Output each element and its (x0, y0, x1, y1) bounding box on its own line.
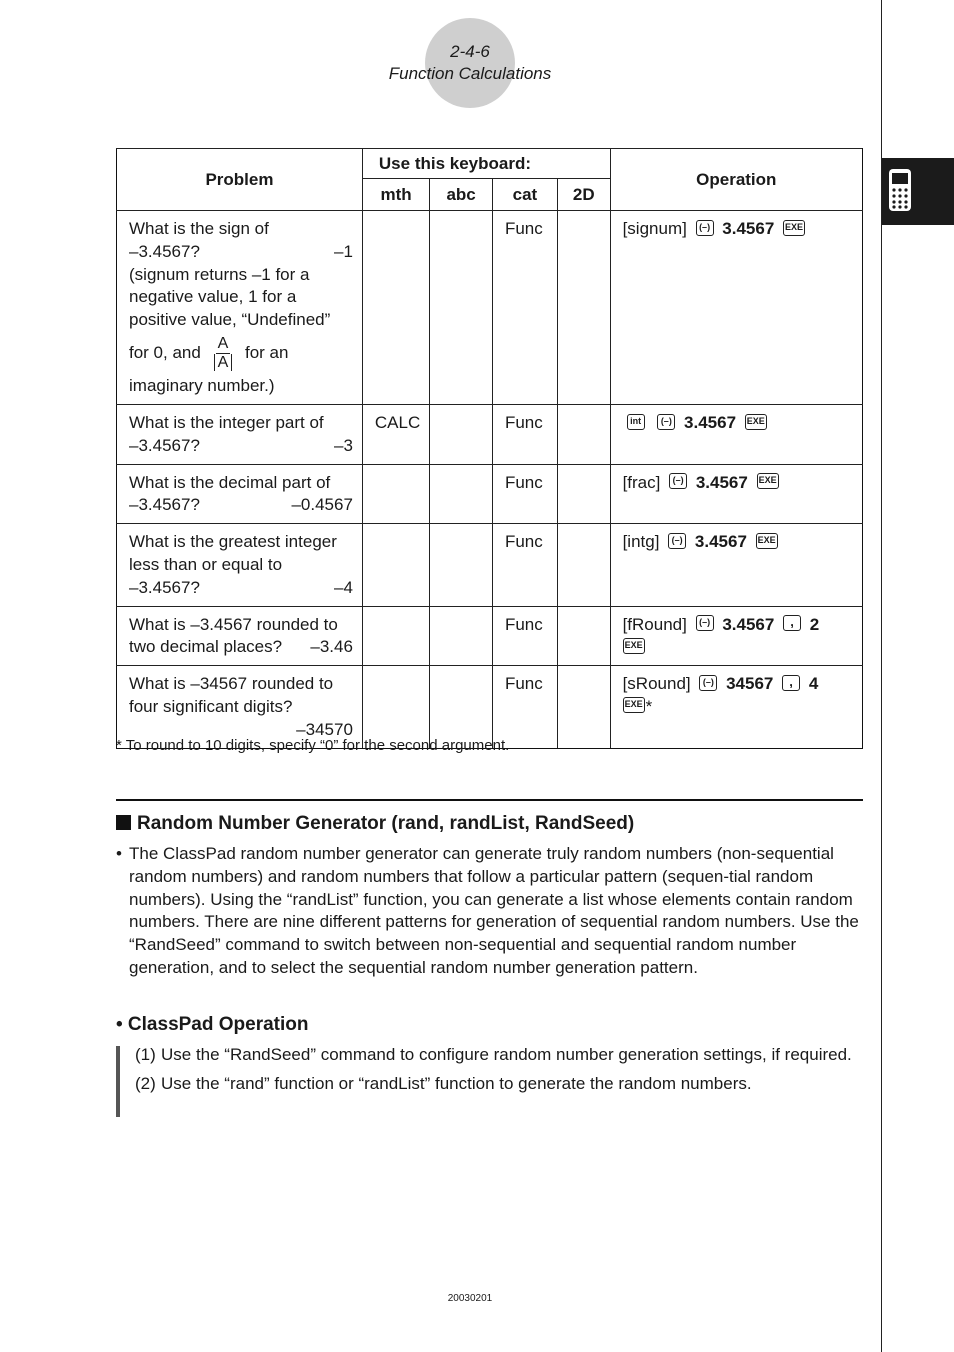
mth-cell (362, 211, 429, 405)
steps-sidebar-bar (116, 1046, 120, 1117)
exe-key-icon: EXE (745, 414, 767, 430)
abc-cell (430, 606, 493, 666)
negative-key-icon: (–) (669, 473, 687, 489)
step-number: (2) (135, 1074, 156, 1093)
chapter-title: Function Calculations (388, 64, 552, 83)
footnote-marker: * (645, 696, 653, 716)
problem-answer: –3.46 (310, 637, 353, 657)
keyboard-header: Use this keyboard: (362, 149, 610, 179)
exe-key-icon: EXE (623, 697, 645, 713)
section-paragraph (116, 843, 864, 980)
page-code: 20030201 (447, 1293, 493, 1304)
fraction-prefix: for 0, and (129, 342, 201, 362)
operation-heading: • ClassPad Operation (116, 1014, 309, 1035)
problem-line: What is the integer part of (129, 413, 324, 432)
problem-cell (117, 666, 363, 748)
comma-key-icon: , (783, 615, 801, 631)
negative-key-icon: (–) (699, 675, 717, 691)
problem-line: less than or equal to (129, 554, 283, 574)
mth-cell: CALC (362, 405, 429, 465)
problem-answer: –0.4567 (291, 495, 353, 515)
abc-cell (430, 405, 493, 465)
abc-cell (430, 464, 493, 524)
mth-cell (362, 524, 429, 606)
problem-line: What is the greatest integer (129, 532, 337, 552)
problem-answer-row (129, 636, 353, 659)
table-row (117, 606, 863, 666)
col-problem-header: Problem (117, 149, 363, 211)
cat-cell: Func (492, 464, 557, 524)
table-row (117, 666, 863, 748)
op-value: 34567 (726, 674, 774, 694)
exe-key-icon: EXE (756, 533, 778, 549)
problem-question: –3.4567? (129, 495, 200, 515)
problem-cell (117, 464, 363, 524)
problem-question: –3.4567? (129, 577, 200, 597)
op-function: [signum] (622, 219, 687, 238)
problem-question: –3.4567? (129, 435, 200, 455)
fraction-line (129, 335, 353, 372)
abc-cell (430, 211, 493, 405)
problem-cell (117, 211, 363, 405)
header-circle (425, 18, 515, 108)
problem-cell (117, 405, 363, 465)
negative-key-icon: (–) (668, 533, 686, 549)
operation-cell (610, 666, 862, 748)
calculator-icon (888, 168, 912, 212)
problem-cell (117, 606, 363, 666)
fraction-suffix: for an (244, 342, 289, 362)
table-row (117, 524, 863, 606)
operation-cell (610, 464, 862, 524)
2d-cell (557, 464, 610, 524)
problem-answer: –3 (333, 435, 353, 455)
problem-line: What is the sign of (129, 219, 269, 238)
comma-key-icon: , (782, 675, 800, 691)
col-abc-header: abc (430, 179, 493, 211)
fraction (212, 335, 235, 372)
table-row (117, 464, 863, 524)
op-value: 3.4567 (694, 532, 747, 552)
int-key-icon: int (627, 414, 645, 430)
operation-cell (610, 524, 862, 606)
problem-line: imaginary number.) (129, 375, 275, 395)
col-2d-header: 2D (557, 179, 610, 211)
exe-key-icon: EXE (783, 220, 805, 236)
step-number: (1) (135, 1045, 156, 1064)
2d-cell (557, 524, 610, 606)
op-function: [frac] (622, 472, 661, 492)
square-bullet-icon (116, 815, 131, 830)
problem-answer-row (129, 435, 353, 458)
abs-value: A (214, 354, 233, 371)
op-value: 3.4567 (695, 472, 748, 492)
2d-cell (557, 666, 610, 748)
table-row (117, 405, 863, 465)
op-argument: 2 (809, 614, 820, 634)
2d-cell (557, 606, 610, 666)
abc-cell (430, 524, 493, 606)
fraction-denominator (212, 354, 235, 372)
problem-cell (117, 524, 363, 606)
problem-answer: –34570 (296, 719, 353, 739)
problem-line: (signum returns –1 for a (129, 264, 310, 284)
operation-cell (610, 606, 862, 666)
op-value: 3.4567 (684, 413, 737, 432)
op-function: [sRound] (622, 674, 691, 694)
operation-steps (135, 1043, 855, 1101)
col-mth-header: mth (362, 179, 429, 211)
operations-table (116, 148, 863, 749)
op-argument: 4 (808, 674, 819, 694)
step-item (135, 1043, 855, 1066)
op-value: 3.4567 (722, 219, 775, 238)
chapter-tab (882, 158, 954, 225)
negative-key-icon: (–) (657, 414, 675, 430)
footnote: * To round to 10 digits, specify “0” for the second argument. (116, 737, 510, 754)
problem-line: negative value, 1 for a (129, 287, 297, 307)
negative-key-icon: (–) (696, 220, 714, 236)
problem-line: What is the decimal part of (129, 472, 331, 492)
table-row (117, 211, 863, 405)
problem-answer-row (129, 241, 353, 264)
2d-cell (557, 211, 610, 405)
problem-answer-row (129, 494, 353, 517)
problem-answer: –4 (333, 577, 353, 597)
fraction-numerator: A (217, 334, 229, 352)
col-operation-header: Operation (610, 149, 862, 211)
step-text: Use the “rand” function or “randList” function to generate the random numbers. (161, 1074, 752, 1093)
exe-key-icon: EXE (623, 638, 645, 654)
step-item (135, 1072, 855, 1095)
problem-question: –3.4567? (129, 241, 200, 261)
operation-cell (610, 405, 862, 465)
op-function: [intg] (622, 532, 660, 552)
op-value: 3.4567 (722, 614, 775, 634)
paragraph-text: The ClassPad random number generator can generate truly random numbers (non-sequential random numbers) and random numbers that follow a particular pattern (sequen-tial random numbers). Using the “randList” function, you can generate a list whose elements contain random numbers. There are nine different patterns for generation of sequential random numbers. Use the “RandSeed” command to switch between non-sequential and sequential random number generation, and to select the sequential random number generation pattern. (129, 844, 859, 977)
negative-key-icon: (–) (696, 615, 714, 631)
abc-cell (430, 666, 493, 748)
2d-cell (557, 405, 610, 465)
section-title: Random Number Generator (rand, randList, RandSeed) (137, 813, 635, 834)
page-number: 2-4-6 (450, 42, 490, 61)
mth-cell (362, 464, 429, 524)
cat-cell: Func (492, 405, 557, 465)
bullet-icon: • (116, 844, 122, 863)
problem-question: two decimal places? (129, 637, 283, 657)
op-function: [fRound] (622, 614, 687, 634)
mth-cell (362, 606, 429, 666)
problem-line: four significant digits? (129, 696, 293, 716)
problem-line: What is –34567 rounded to (129, 674, 334, 694)
mth-cell (362, 666, 429, 748)
problem-line: What is –3.4567 rounded to (129, 614, 338, 634)
problem-answer-row (129, 577, 353, 600)
cat-cell: Func (492, 211, 557, 405)
col-cat-header: cat (492, 179, 557, 211)
problem-line: positive value, “Undefined” (129, 310, 331, 330)
problem-answer: –1 (333, 241, 353, 261)
cat-cell: Func (492, 666, 557, 748)
section-divider (116, 799, 863, 801)
cat-cell: Func (492, 606, 557, 666)
operation-cell (610, 211, 862, 405)
section-heading (116, 813, 634, 835)
cat-cell: Func (492, 524, 557, 606)
step-text: Use the “RandSeed” command to configure random number generation settings, if required. (161, 1045, 852, 1064)
exe-key-icon: EXE (757, 473, 779, 489)
